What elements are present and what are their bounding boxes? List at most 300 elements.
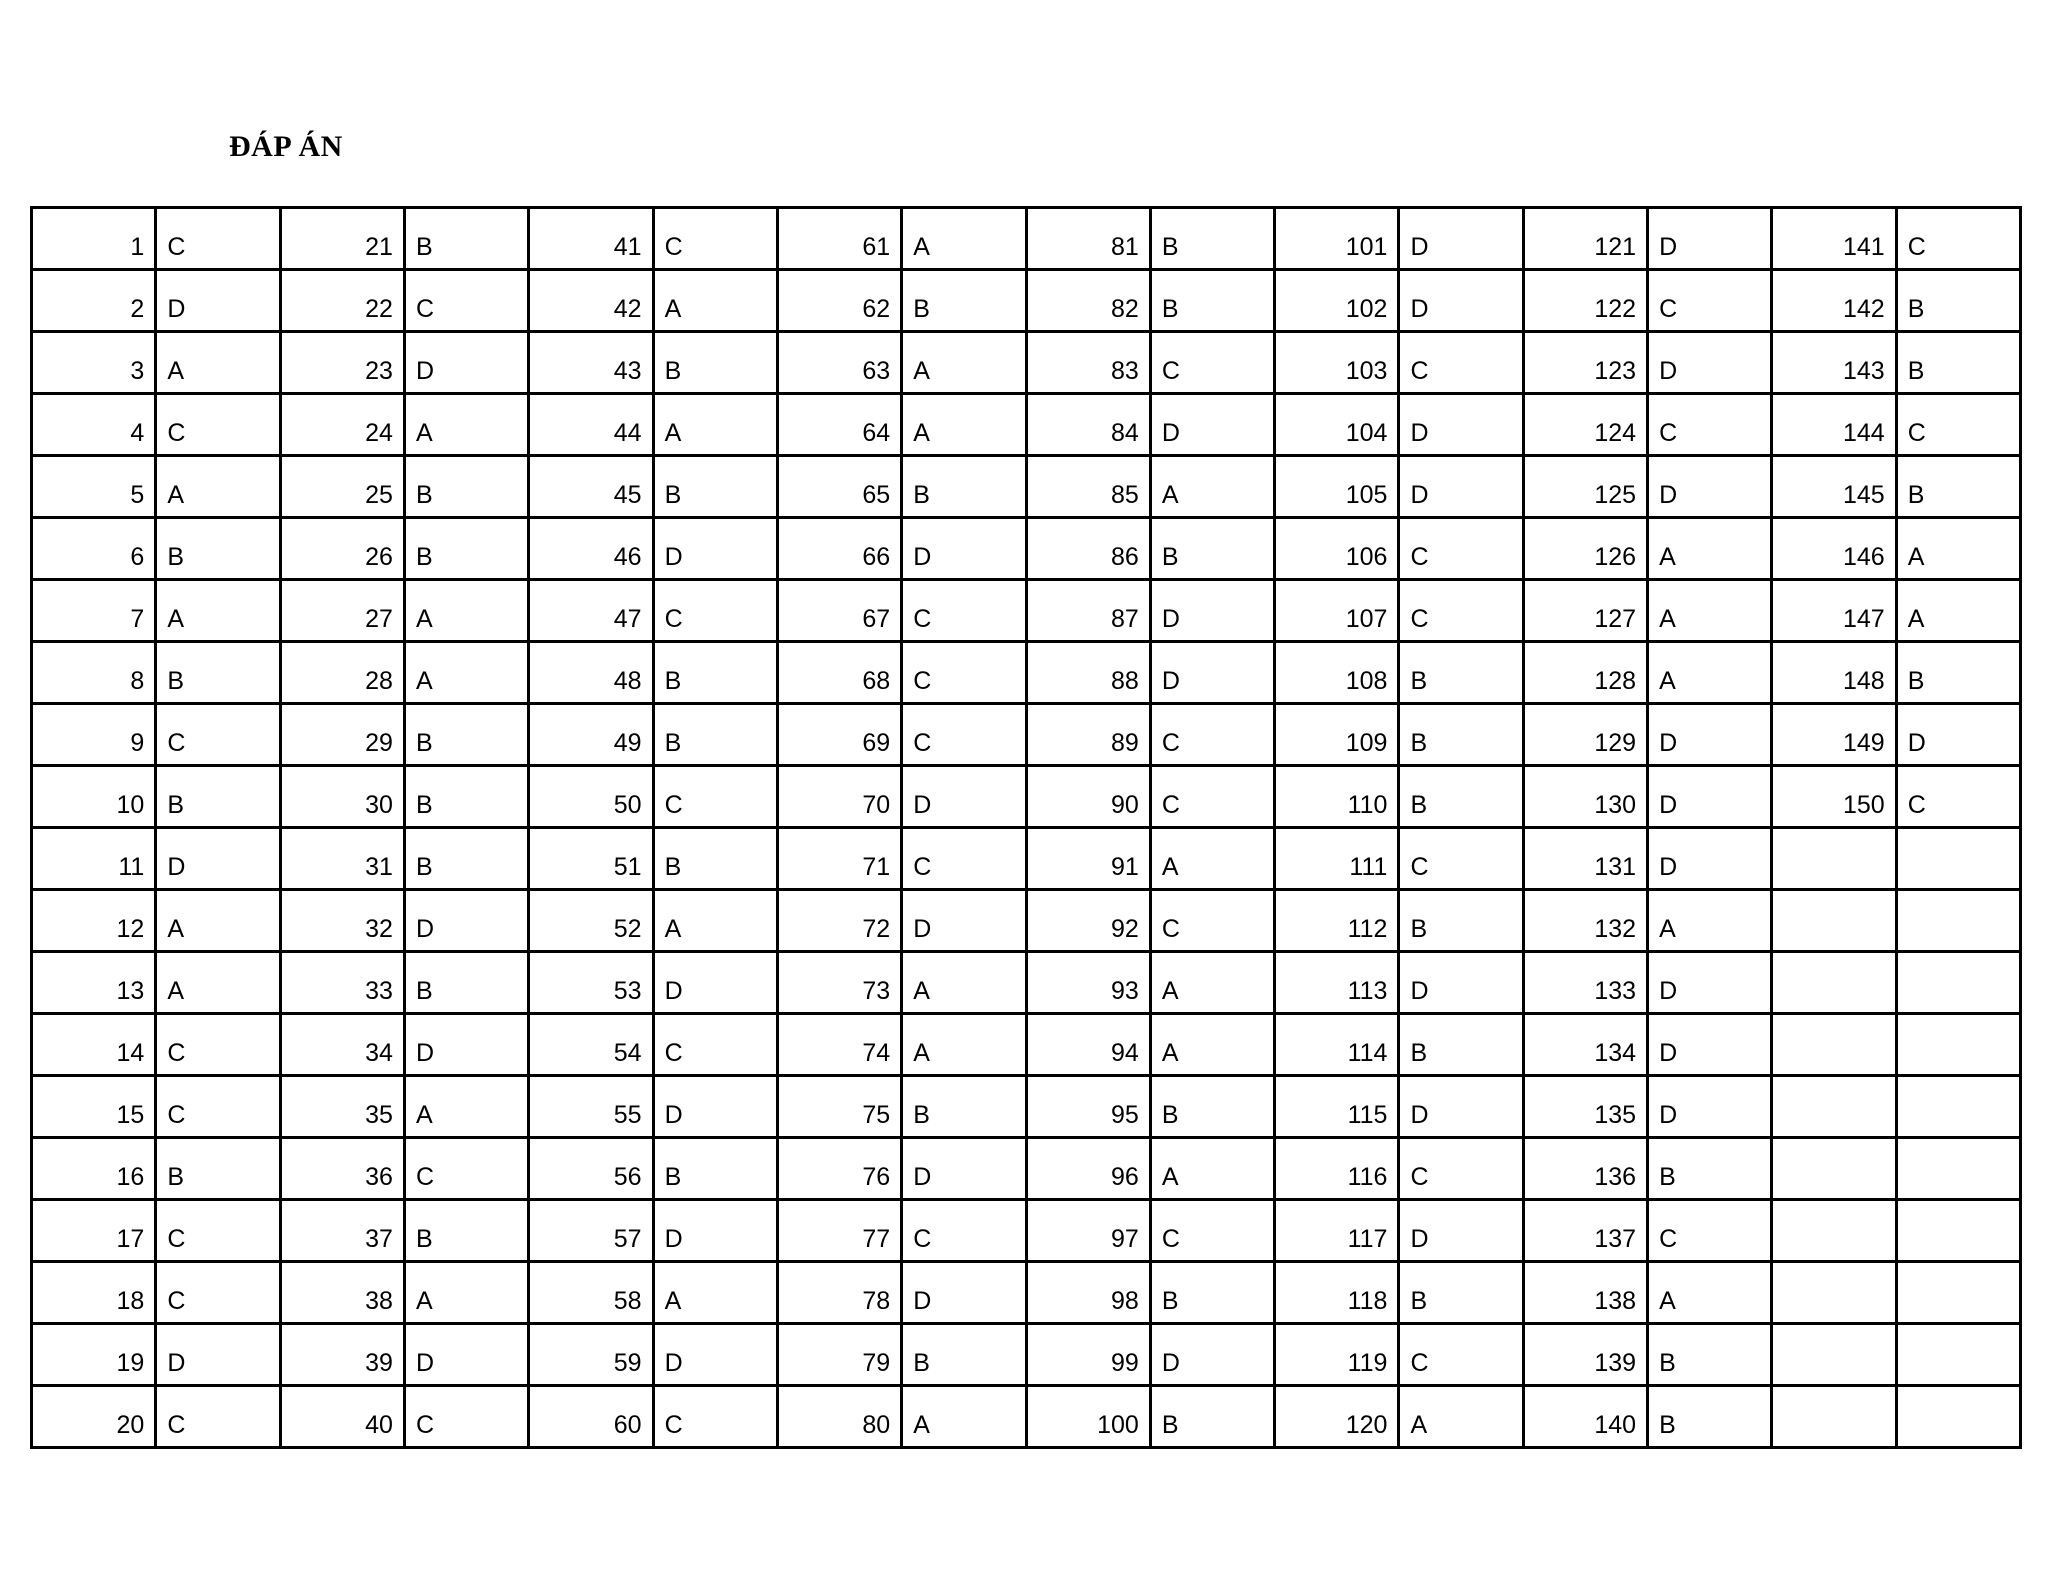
question-number-cell: 40: [280, 1386, 404, 1448]
question-number-cell: 62: [777, 270, 901, 332]
answer-cell: B: [1896, 456, 2020, 518]
answer-cell: [1896, 1386, 2020, 1448]
question-number-cell: 127: [1523, 580, 1647, 642]
question-number-cell: 142: [1772, 270, 1896, 332]
question-number-cell: 122: [1523, 270, 1647, 332]
question-number-cell: 37: [280, 1200, 404, 1262]
answer-cell: D: [1648, 828, 1772, 890]
answer-key-table: [30, 206, 2022, 1449]
question-number-cell: 31: [280, 828, 404, 890]
answer-cell: D: [1399, 394, 1523, 456]
answer-cell: D: [1648, 1076, 1772, 1138]
question-number-cell: 3: [32, 332, 156, 394]
question-number-cell: [1772, 952, 1896, 1014]
question-number-cell: 67: [777, 580, 901, 642]
answer-cell: B: [1150, 518, 1274, 580]
answer-cell: B: [1399, 704, 1523, 766]
question-number-cell: [1772, 1014, 1896, 1076]
answer-cell: C: [1399, 332, 1523, 394]
answer-cell: C: [1150, 890, 1274, 952]
question-number-cell: 14: [32, 1014, 156, 1076]
table-row: [32, 1200, 2021, 1262]
question-number-cell: 58: [529, 1262, 653, 1324]
table-row: [32, 332, 2021, 394]
question-number-cell: 33: [280, 952, 404, 1014]
question-number-cell: 23: [280, 332, 404, 394]
table-row: [32, 208, 2021, 270]
answer-cell: D: [1150, 394, 1274, 456]
answer-cell: B: [404, 456, 528, 518]
answer-cell: C: [1896, 394, 2020, 456]
answer-cell: B: [1648, 1138, 1772, 1200]
answer-cell: A: [1150, 456, 1274, 518]
answer-cell: C: [1399, 518, 1523, 580]
question-number-cell: 144: [1772, 394, 1896, 456]
answer-cell: B: [653, 704, 777, 766]
question-number-cell: 29: [280, 704, 404, 766]
question-number-cell: 6: [32, 518, 156, 580]
question-number-cell: 66: [777, 518, 901, 580]
question-number-cell: 69: [777, 704, 901, 766]
question-number-cell: 101: [1275, 208, 1399, 270]
question-number-cell: 84: [1026, 394, 1150, 456]
answer-cell: B: [902, 270, 1026, 332]
answer-cell: C: [156, 1014, 280, 1076]
answer-cell: C: [902, 704, 1026, 766]
question-number-cell: 28: [280, 642, 404, 704]
question-number-cell: 83: [1026, 332, 1150, 394]
question-number-cell: 18: [32, 1262, 156, 1324]
question-number-cell: 105: [1275, 456, 1399, 518]
answer-cell: B: [156, 642, 280, 704]
answer-cell: A: [1150, 1014, 1274, 1076]
answer-cell: A: [653, 890, 777, 952]
question-number-cell: 114: [1275, 1014, 1399, 1076]
table-row: [32, 1324, 2021, 1386]
question-number-cell: 91: [1026, 828, 1150, 890]
question-number-cell: 132: [1523, 890, 1647, 952]
question-number-cell: 130: [1523, 766, 1647, 828]
table-row: [32, 270, 2021, 332]
answer-cell: [1896, 952, 2020, 1014]
question-number-cell: 133: [1523, 952, 1647, 1014]
answer-cell: C: [1399, 1324, 1523, 1386]
answer-cell: C: [1399, 1138, 1523, 1200]
question-number-cell: [1772, 1324, 1896, 1386]
answer-cell: D: [653, 1324, 777, 1386]
answer-cell: B: [653, 642, 777, 704]
table-row: [32, 704, 2021, 766]
answer-cell: B: [1896, 332, 2020, 394]
question-number-cell: 75: [777, 1076, 901, 1138]
question-number-cell: 87: [1026, 580, 1150, 642]
question-number-cell: 82: [1026, 270, 1150, 332]
question-number-cell: 126: [1523, 518, 1647, 580]
answer-cell: A: [156, 890, 280, 952]
answer-cell: B: [404, 518, 528, 580]
answer-cell: B: [1648, 1386, 1772, 1448]
question-number-cell: 36: [280, 1138, 404, 1200]
answer-cell: D: [404, 890, 528, 952]
question-number-cell: 11: [32, 828, 156, 890]
answer-cell: A: [1648, 890, 1772, 952]
question-number-cell: 108: [1275, 642, 1399, 704]
answer-cell: C: [156, 1262, 280, 1324]
question-number-cell: 53: [529, 952, 653, 1014]
answer-cell: B: [653, 1138, 777, 1200]
answer-cell: [1896, 1014, 2020, 1076]
question-number-cell: 117: [1275, 1200, 1399, 1262]
answer-cell: C: [156, 1200, 280, 1262]
answer-cell: C: [404, 270, 528, 332]
question-number-cell: 110: [1275, 766, 1399, 828]
question-number-cell: 76: [777, 1138, 901, 1200]
answer-cell: B: [1648, 1324, 1772, 1386]
page-title: ĐÁP ÁN: [229, 130, 343, 163]
answer-cell: [1896, 1200, 2020, 1262]
question-number-cell: 104: [1275, 394, 1399, 456]
question-number-cell: [1772, 1200, 1896, 1262]
question-number-cell: 54: [529, 1014, 653, 1076]
question-number-cell: 94: [1026, 1014, 1150, 1076]
table-row: [32, 766, 2021, 828]
answer-cell: C: [1648, 1200, 1772, 1262]
answer-cell: D: [653, 952, 777, 1014]
answer-cell: B: [1150, 208, 1274, 270]
question-number-cell: 81: [1026, 208, 1150, 270]
answer-cell: C: [1150, 766, 1274, 828]
answer-cell: A: [902, 1386, 1026, 1448]
answer-cell: D: [653, 518, 777, 580]
answer-cell: A: [156, 332, 280, 394]
table-row: [32, 518, 2021, 580]
question-number-cell: 106: [1275, 518, 1399, 580]
answer-cell: B: [156, 766, 280, 828]
answer-cell: D: [902, 1262, 1026, 1324]
answer-cell: A: [653, 394, 777, 456]
question-number-cell: 134: [1523, 1014, 1647, 1076]
question-number-cell: 88: [1026, 642, 1150, 704]
question-number-cell: 27: [280, 580, 404, 642]
table-row: [32, 394, 2021, 456]
question-number-cell: [1772, 1262, 1896, 1324]
question-number-cell: 13: [32, 952, 156, 1014]
answer-cell: C: [1399, 828, 1523, 890]
answer-cell: A: [902, 208, 1026, 270]
question-number-cell: 21: [280, 208, 404, 270]
question-number-cell: [1772, 890, 1896, 952]
question-number-cell: 73: [777, 952, 901, 1014]
question-number-cell: 111: [1275, 828, 1399, 890]
answer-cell: C: [653, 766, 777, 828]
question-number-cell: 30: [280, 766, 404, 828]
answer-cell: [1896, 828, 2020, 890]
question-number-cell: 77: [777, 1200, 901, 1262]
question-number-cell: 116: [1275, 1138, 1399, 1200]
answer-cell: D: [1399, 208, 1523, 270]
answer-cell: B: [404, 952, 528, 1014]
answer-cell: B: [653, 456, 777, 518]
question-number-cell: 141: [1772, 208, 1896, 270]
question-number-cell: 124: [1523, 394, 1647, 456]
answer-cell: D: [1648, 766, 1772, 828]
question-number-cell: 51: [529, 828, 653, 890]
answer-cell: B: [653, 332, 777, 394]
answer-cell: D: [1399, 1200, 1523, 1262]
question-number-cell: 147: [1772, 580, 1896, 642]
question-number-cell: 9: [32, 704, 156, 766]
answer-cell: D: [653, 1076, 777, 1138]
question-number-cell: 25: [280, 456, 404, 518]
answer-cell: A: [156, 580, 280, 642]
question-number-cell: 135: [1523, 1076, 1647, 1138]
answer-cell: A: [653, 270, 777, 332]
answer-cell: D: [1399, 456, 1523, 518]
answer-cell: C: [902, 580, 1026, 642]
answer-cell: B: [1399, 1014, 1523, 1076]
answer-cell: B: [1399, 642, 1523, 704]
question-number-cell: 85: [1026, 456, 1150, 518]
question-number-cell: 34: [280, 1014, 404, 1076]
answer-cell: D: [1648, 208, 1772, 270]
answer-cell: C: [1896, 766, 2020, 828]
answer-cell: B: [1150, 1262, 1274, 1324]
answer-cell: B: [1896, 642, 2020, 704]
question-number-cell: 93: [1026, 952, 1150, 1014]
answer-cell: B: [902, 456, 1026, 518]
answer-cell: B: [653, 828, 777, 890]
answer-cell: A: [902, 332, 1026, 394]
answer-cell: B: [1399, 766, 1523, 828]
question-number-cell: 59: [529, 1324, 653, 1386]
question-number-cell: 137: [1523, 1200, 1647, 1262]
question-number-cell: 2: [32, 270, 156, 332]
answer-cell: A: [1150, 952, 1274, 1014]
question-number-cell: 22: [280, 270, 404, 332]
answer-cell: D: [1648, 332, 1772, 394]
question-number-cell: 115: [1275, 1076, 1399, 1138]
question-number-cell: 52: [529, 890, 653, 952]
answer-cell: D: [902, 766, 1026, 828]
answer-cell: C: [156, 394, 280, 456]
answer-cell: D: [156, 270, 280, 332]
answer-cell: A: [404, 1076, 528, 1138]
answer-cell: A: [902, 394, 1026, 456]
answer-cell: [1896, 890, 2020, 952]
question-number-cell: 99: [1026, 1324, 1150, 1386]
question-number-cell: 4: [32, 394, 156, 456]
question-number-cell: 95: [1026, 1076, 1150, 1138]
question-number-cell: 78: [777, 1262, 901, 1324]
question-number-cell: 125: [1523, 456, 1647, 518]
answer-cell: B: [902, 1324, 1026, 1386]
question-number-cell: 48: [529, 642, 653, 704]
answer-cell: C: [1150, 332, 1274, 394]
answer-cell: A: [156, 456, 280, 518]
question-number-cell: 98: [1026, 1262, 1150, 1324]
table-row: [32, 1386, 2021, 1448]
question-number-cell: 68: [777, 642, 901, 704]
answer-cell: D: [902, 890, 1026, 952]
question-number-cell: 146: [1772, 518, 1896, 580]
answer-cell: A: [1399, 1386, 1523, 1448]
answer-cell: C: [156, 1076, 280, 1138]
table-row: [32, 1014, 2021, 1076]
answer-cell: [1896, 1076, 2020, 1138]
question-number-cell: 113: [1275, 952, 1399, 1014]
answer-cell: C: [653, 1386, 777, 1448]
question-number-cell: 64: [777, 394, 901, 456]
answer-cell: C: [902, 642, 1026, 704]
question-number-cell: 1: [32, 208, 156, 270]
answer-cell: C: [1648, 394, 1772, 456]
answer-cell: A: [404, 394, 528, 456]
question-number-cell: 72: [777, 890, 901, 952]
question-number-cell: 10: [32, 766, 156, 828]
answer-cell: B: [1896, 270, 2020, 332]
question-number-cell: 149: [1772, 704, 1896, 766]
answer-cell: B: [1150, 1386, 1274, 1448]
answer-cell: C: [156, 1386, 280, 1448]
question-number-cell: 74: [777, 1014, 901, 1076]
answer-cell: C: [653, 1014, 777, 1076]
question-number-cell: 120: [1275, 1386, 1399, 1448]
answer-cell: D: [1648, 1014, 1772, 1076]
answer-cell: C: [1648, 270, 1772, 332]
answer-cell: B: [404, 766, 528, 828]
answer-cell: B: [902, 1076, 1026, 1138]
answer-cell: A: [1648, 1262, 1772, 1324]
answer-cell: B: [1399, 890, 1523, 952]
answer-cell: D: [1150, 642, 1274, 704]
question-number-cell: 42: [529, 270, 653, 332]
table-row: [32, 890, 2021, 952]
answer-cell: D: [1150, 580, 1274, 642]
answer-cell: A: [1896, 518, 2020, 580]
answer-cell: C: [1150, 704, 1274, 766]
question-number-cell: 15: [32, 1076, 156, 1138]
question-number-cell: 70: [777, 766, 901, 828]
question-number-cell: 89: [1026, 704, 1150, 766]
answer-cell: C: [1896, 208, 2020, 270]
answer-cell: D: [404, 332, 528, 394]
question-number-cell: 143: [1772, 332, 1896, 394]
question-number-cell: 79: [777, 1324, 901, 1386]
question-number-cell: 63: [777, 332, 901, 394]
question-number-cell: 109: [1275, 704, 1399, 766]
question-number-cell: 45: [529, 456, 653, 518]
question-number-cell: 65: [777, 456, 901, 518]
answer-cell: C: [404, 1386, 528, 1448]
question-number-cell: 102: [1275, 270, 1399, 332]
question-number-cell: 119: [1275, 1324, 1399, 1386]
question-number-cell: 43: [529, 332, 653, 394]
question-number-cell: 26: [280, 518, 404, 580]
answer-cell: D: [404, 1014, 528, 1076]
question-number-cell: 140: [1523, 1386, 1647, 1448]
table-row: [32, 1138, 2021, 1200]
answer-cell: A: [653, 1262, 777, 1324]
question-number-cell: 7: [32, 580, 156, 642]
answer-cell: D: [902, 1138, 1026, 1200]
question-number-cell: [1772, 1076, 1896, 1138]
question-number-cell: 145: [1772, 456, 1896, 518]
question-number-cell: 139: [1523, 1324, 1647, 1386]
table-row: [32, 1076, 2021, 1138]
question-number-cell: 32: [280, 890, 404, 952]
question-number-cell: 96: [1026, 1138, 1150, 1200]
question-number-cell: 112: [1275, 890, 1399, 952]
question-number-cell: [1772, 1138, 1896, 1200]
answer-cell: A: [404, 580, 528, 642]
table-row: [32, 828, 2021, 890]
answer-cell: B: [156, 518, 280, 580]
answer-cell: A: [1150, 1138, 1274, 1200]
question-number-cell: 148: [1772, 642, 1896, 704]
table-row: [32, 952, 2021, 1014]
question-number-cell: 136: [1523, 1138, 1647, 1200]
answer-cell: A: [404, 642, 528, 704]
answer-cell: C: [156, 208, 280, 270]
question-number-cell: 129: [1523, 704, 1647, 766]
answer-cell: A: [1648, 642, 1772, 704]
answer-cell: B: [156, 1138, 280, 1200]
answer-cell: D: [1150, 1324, 1274, 1386]
answer-cell: B: [1150, 1076, 1274, 1138]
answer-cell: A: [1648, 580, 1772, 642]
question-number-cell: [1772, 1386, 1896, 1448]
question-number-cell: [1772, 828, 1896, 890]
answer-cell: [1896, 1262, 2020, 1324]
table-row: [32, 456, 2021, 518]
question-number-cell: 5: [32, 456, 156, 518]
question-number-cell: 92: [1026, 890, 1150, 952]
answer-cell: C: [902, 828, 1026, 890]
question-number-cell: 86: [1026, 518, 1150, 580]
question-number-cell: 44: [529, 394, 653, 456]
question-number-cell: 123: [1523, 332, 1647, 394]
question-number-cell: 17: [32, 1200, 156, 1262]
question-number-cell: 131: [1523, 828, 1647, 890]
answer-cell: D: [404, 1324, 528, 1386]
answer-cell: [1896, 1138, 2020, 1200]
question-number-cell: 107: [1275, 580, 1399, 642]
answer-cell: D: [156, 1324, 280, 1386]
question-number-cell: 16: [32, 1138, 156, 1200]
question-number-cell: 41: [529, 208, 653, 270]
question-number-cell: 19: [32, 1324, 156, 1386]
question-number-cell: 103: [1275, 332, 1399, 394]
question-number-cell: 100: [1026, 1386, 1150, 1448]
answer-cell: A: [902, 952, 1026, 1014]
question-number-cell: 97: [1026, 1200, 1150, 1262]
answer-cell: B: [404, 828, 528, 890]
answer-cell: [1896, 1324, 2020, 1386]
answer-cell: D: [1896, 704, 2020, 766]
answer-cell: B: [1399, 1262, 1523, 1324]
question-number-cell: 118: [1275, 1262, 1399, 1324]
question-number-cell: 55: [529, 1076, 653, 1138]
answer-cell: D: [653, 1200, 777, 1262]
answer-cell: C: [404, 1138, 528, 1200]
question-number-cell: 12: [32, 890, 156, 952]
question-number-cell: 49: [529, 704, 653, 766]
question-number-cell: 80: [777, 1386, 901, 1448]
answer-cell: B: [404, 1200, 528, 1262]
question-number-cell: 150: [1772, 766, 1896, 828]
answer-cell: C: [653, 580, 777, 642]
question-number-cell: 71: [777, 828, 901, 890]
